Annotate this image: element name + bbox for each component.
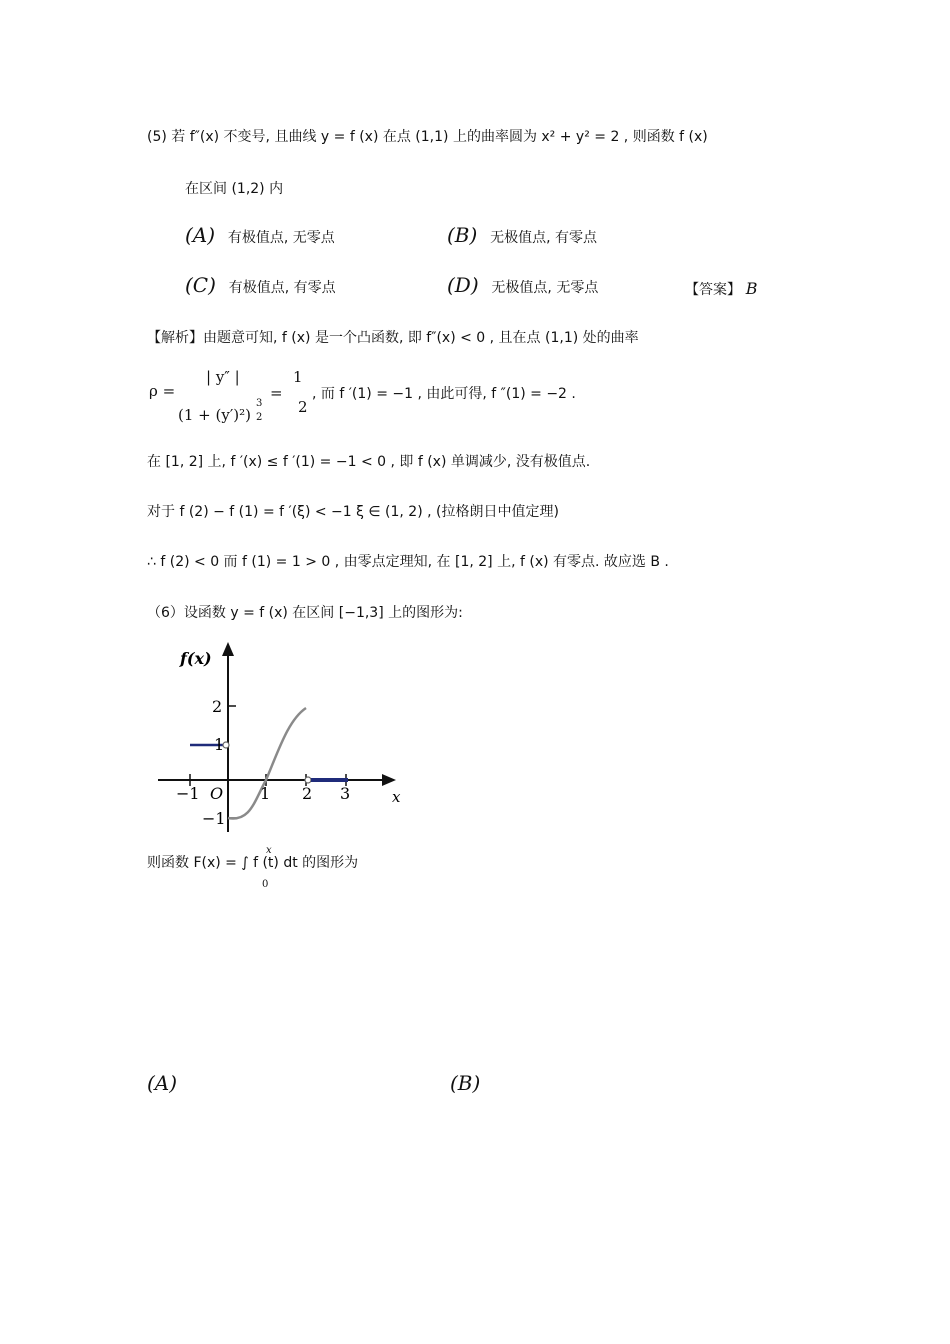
half-numerator: 1 bbox=[293, 368, 303, 386]
rho-equals: = bbox=[270, 384, 283, 402]
rho-exponent-bottom: 2 bbox=[256, 412, 263, 423]
tick-label-x-neg1: −1 bbox=[176, 784, 200, 803]
q5-option-a bbox=[185, 224, 335, 249]
q5-answer-tag: 【答案】 bbox=[685, 282, 741, 298]
open-point-right bbox=[305, 777, 311, 783]
q5-answer bbox=[685, 278, 758, 301]
integral-lower-limit: 0 bbox=[262, 879, 269, 890]
tick-label-y-1: 1 bbox=[214, 735, 225, 754]
tick-label-origin: O bbox=[210, 784, 224, 803]
graph-ylabel: f(x) bbox=[180, 649, 212, 668]
rho-exponent-top: 3 bbox=[256, 398, 263, 409]
function-graph bbox=[150, 640, 410, 840]
q5-option-b-label: (B) bbox=[447, 223, 478, 247]
y-axis-arrow-icon bbox=[222, 642, 234, 656]
rho-denominator: (1 + (y′)²) bbox=[178, 406, 251, 424]
analysis-line3: 在 [1, 2] 上, f ′(x) ≤ f ′(1) = −1 < 0 , 即 f (x) 单调减少, 没有极值点. bbox=[147, 454, 591, 470]
q5-option-d-label: (D) bbox=[447, 273, 479, 297]
q5-option-c bbox=[185, 274, 336, 299]
tick-label-y-2: 2 bbox=[212, 697, 223, 716]
analysis-line4: 对于 f (2) − f (1) = f ′(ξ) < −1 ξ ∈ (1, 2) , (拉格朗日中值定理) bbox=[147, 504, 559, 520]
x-axis-arrow-icon bbox=[382, 774, 396, 786]
analysis-line5: ∴ f (2) < 0 而 f (1) = 1 > 0 , 由零点定理知, 在 [1, 2] 上, f (x) 有零点. 故应选 B . bbox=[147, 554, 669, 570]
tick-label-x-1: 1 bbox=[260, 784, 271, 803]
q5-option-a-label: (A) bbox=[185, 223, 216, 247]
half-denominator: 2 bbox=[298, 398, 308, 416]
q6-stem: （6）设函数 y = f (x) 在区间 [−1,3] 上的图形为: bbox=[147, 605, 463, 621]
analysis-line2-tail: , 而 f ′(1) = −1 , 由此可得, f ″(1) = −2 . bbox=[312, 386, 576, 402]
tick-label-y-neg1: −1 bbox=[202, 809, 226, 828]
q5-option-d-text: 无极值点, 无零点 bbox=[491, 280, 599, 296]
q5-stem-line2: 在区间 (1,2) 内 bbox=[185, 181, 284, 197]
tick-label-x-2: 2 bbox=[302, 784, 313, 803]
rho-numerator: | y″ | bbox=[206, 368, 240, 386]
integral-upper-limit: x bbox=[266, 845, 272, 856]
q5-stem-line1: (5) 若 f″(x) 不变号, 且曲线 y = f (x) 在点 (1,1) 上的曲率圆为 x² + y² = 2 , 则函数 f (x) bbox=[147, 129, 708, 145]
q5-option-b bbox=[447, 224, 597, 249]
q5-option-c-text: 有极值点, 有零点 bbox=[228, 280, 336, 296]
tick-label-x-3: 3 bbox=[340, 784, 351, 803]
q5-option-a-text: 有极值点, 无零点 bbox=[227, 230, 335, 246]
q6-option-b-label: (B) bbox=[450, 1071, 481, 1095]
q6-follow: 则函数 F(x) = ∫ f (t) dt 的图形为 bbox=[147, 855, 359, 871]
rho-lhs: ρ = bbox=[149, 382, 176, 400]
q6-option-a-label: (A) bbox=[147, 1071, 178, 1095]
q5-option-d bbox=[447, 274, 598, 299]
q5-answer-value: B bbox=[745, 279, 758, 298]
q5-option-b-text: 无极值点, 有零点 bbox=[490, 230, 597, 246]
analysis-line1: 【解析】由题意可知, f (x) 是一个凸函数, 即 f″(x) < 0 , 且在点 (1,1) 处的曲率 bbox=[147, 330, 639, 346]
graph-xlabel: x bbox=[392, 788, 401, 806]
q5-option-c-label: (C) bbox=[185, 273, 216, 297]
